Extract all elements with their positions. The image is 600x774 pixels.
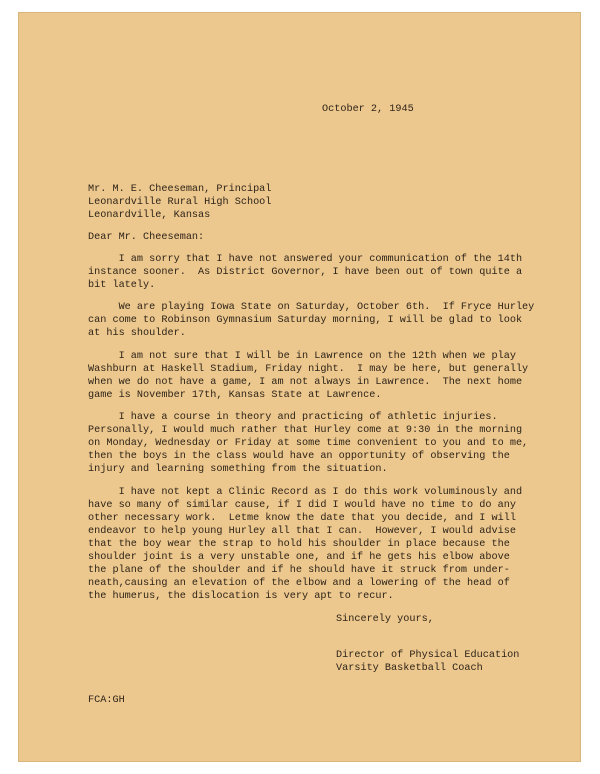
paragraph-line: I have a course in theory and practicing of athletic injuries.: [88, 412, 498, 423]
paragraph-line: on Monday, Wednesday or Friday at some time convenient to you and to me,: [88, 438, 529, 449]
paragraph-line: the plane of the shoulder and if he should have it struck from under-: [88, 565, 510, 576]
paragraph-line: the humerus, the dislocation is very apt to recur.: [88, 591, 394, 602]
address-line-city: Leonardville, Kansas: [88, 210, 211, 221]
paragraph-line: can come to Robinson Gymnasium Saturday morning, I will be glad to look: [88, 315, 523, 326]
paragraph-line: have so many of similar cause, if I did I would have no time to do any: [88, 500, 516, 511]
salutation: Dear Mr. Cheeseman:: [88, 232, 205, 243]
letter-date: October 2, 1945: [322, 104, 414, 115]
initials: FCA:GH: [88, 695, 125, 706]
signature-title: Varsity Basketball Coach: [336, 663, 483, 674]
paragraph-line: I am not sure that I will be in Lawrence on the 12th when we play: [88, 351, 516, 362]
paragraph-line: I have not kept a Clinic Record as I do this work voluminously and: [88, 487, 523, 498]
address-line-school: Leonardville Rural High School: [88, 197, 272, 208]
paragraph-line: injury and learning something from the situation.: [88, 464, 388, 475]
paragraph-line: when we do not have a game, I am not always in Lawrence. The next home: [88, 377, 523, 388]
paragraph-line: instance sooner. As District Governor, I have been out of town quite a: [88, 267, 523, 278]
paragraph-line: at his shoulder.: [88, 328, 186, 339]
paragraph-line: then the boys in the class would have an opportunity of observing the: [88, 451, 510, 462]
paragraph-line: Personally, I would much rather that Hurley come at 9:30 in the morning: [88, 425, 523, 436]
paragraph-line: Washburn at Haskell Stadium, Friday night. I may be here, but generally: [88, 364, 529, 375]
paragraph-line: that the boy wear the strap to hold his shoulder in place because the: [88, 539, 510, 550]
paragraph-line: neath,causing an elevation of the elbow and a lowering of the head of: [88, 578, 510, 589]
paragraph-line: other necessary work. Letme know the date that you decide, and I will: [88, 513, 516, 524]
paragraph-line: game is November 17th, Kansas State at Lawrence.: [88, 390, 382, 401]
closing: Sincerely yours,: [336, 614, 434, 625]
address-line-name: Mr. M. E. Cheeseman, Principal: [88, 184, 272, 195]
paragraph-line: endeavor to help young Hurley all that I can. However, I would advise: [88, 526, 516, 537]
signature-title: Director of Physical Education: [336, 650, 520, 661]
paragraph-line: bit lately.: [88, 280, 156, 291]
paragraph-line: shoulder joint is a very unstable one, and if he gets his elbow above: [88, 552, 510, 563]
letter-page: [18, 12, 581, 762]
paragraph-line: I am sorry that I have not answered your communication of the 14th: [88, 254, 523, 265]
paragraph-line: We are playing Iowa State on Saturday, October 6th. If Fryce Hurley: [88, 302, 535, 313]
